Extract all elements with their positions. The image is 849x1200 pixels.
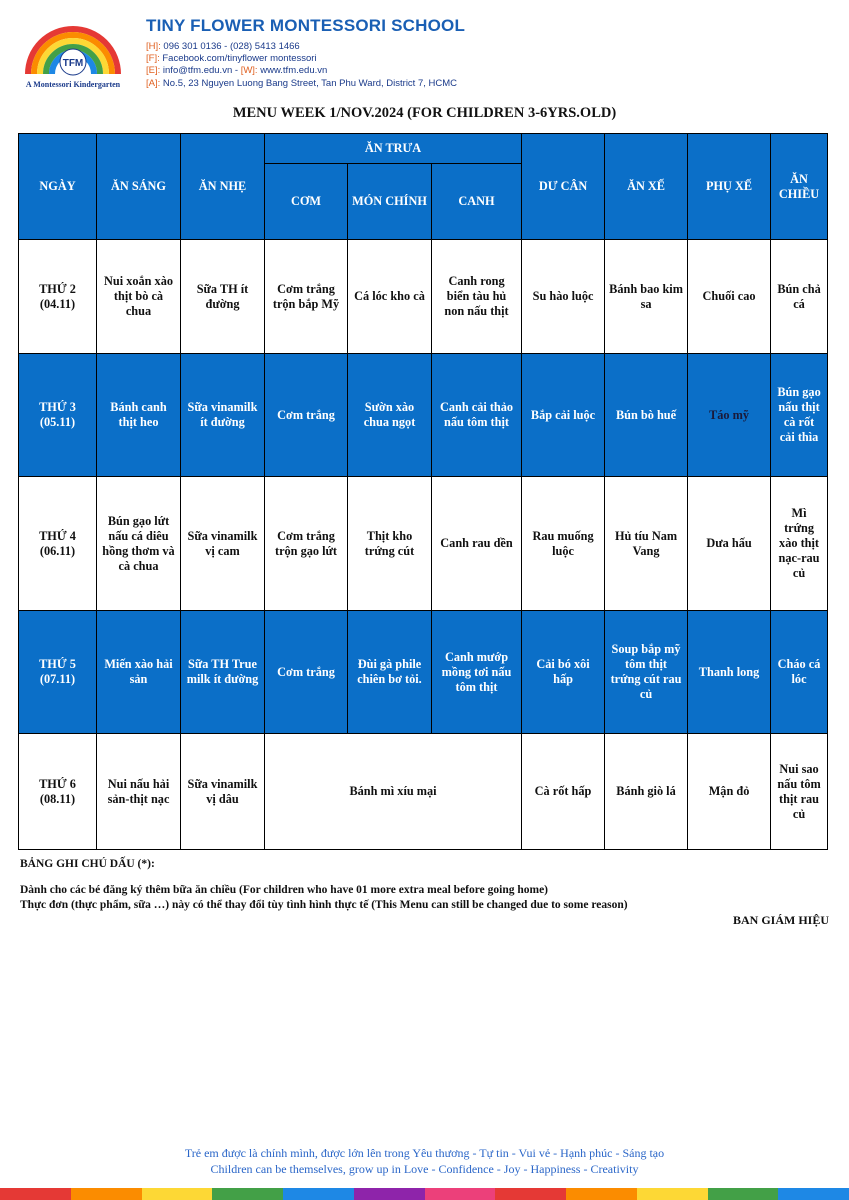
phone-text: 096 301 0136 - (028) 5413 1466 <box>163 41 300 52</box>
col-extra-lunch: DƯ CÂN <box>522 134 605 240</box>
col-breakfast: ĂN SÁNG <box>97 134 181 240</box>
day-cell <box>19 611 97 734</box>
lunch-combined-cell: Bánh mì xíu mại <box>265 734 522 850</box>
breakfast-cell: Nui nấu hải sản-thịt nạc <box>97 734 181 850</box>
breakfast-cell: Bánh canh thịt heo <box>97 354 181 477</box>
extra-cell: Su hào luộc <box>522 240 605 354</box>
email-web-line <box>146 65 457 77</box>
extra-cell: Rau muống luộc <box>522 477 605 611</box>
web-text: www.tfm.edu.vn <box>260 65 328 77</box>
afternoon-cell: Bún bò huế <box>605 354 688 477</box>
address-key: [A]: <box>146 77 161 89</box>
side-cell: Thanh long <box>688 611 771 734</box>
day-cell <box>19 354 97 477</box>
table-row <box>19 354 828 477</box>
dinner-cell: Bún chả cá <box>771 240 828 354</box>
rainbow-logo-icon <box>14 14 132 80</box>
facebook-text: Facebook.com/tinyflower montessori <box>162 53 317 65</box>
col-main: MÓN CHÍNH <box>348 164 432 240</box>
email-key: [E]: <box>146 65 161 77</box>
day-date: (04.11) <box>39 296 76 311</box>
table-row <box>19 477 828 611</box>
day-cell <box>19 734 97 850</box>
soup-cell: Canh mướp mồng tơi nấu tôm thịt <box>432 611 522 734</box>
day-date: (06.11) <box>39 543 76 558</box>
day-name: THỨ 4 <box>39 528 76 543</box>
phone-key: [H]: <box>146 41 161 52</box>
col-day: NGÀY <box>19 134 97 240</box>
day-date: (05.11) <box>39 415 76 429</box>
main-cell: Thịt kho trứng cút <box>348 477 432 611</box>
phone-line <box>146 41 457 53</box>
side-cell: Mận đỏ <box>688 734 771 850</box>
notes-line-1: Dành cho các bé đăng ký thêm bữa ăn chiều (For children who have 01 more extra meal before going home) <box>20 883 549 896</box>
day-name: THỨ 6 <box>39 776 76 791</box>
footer-line-vi: Trẻ em được là chính mình, được lớn lên trong Yêu thương - Tự tin - Vui vẻ - Hạnh phúc - Sáng tạo <box>184 1146 665 1160</box>
snack-cell: Sữa vinamilk ít đường <box>181 354 265 477</box>
contact-block <box>146 41 457 90</box>
notes-legend: BẢNG GHI CHÚ DẤU (*): <box>20 858 155 870</box>
afternoon-cell: Hủ tíu Nam Vang <box>605 477 688 611</box>
col-afternoon-side: PHỤ XẾ <box>688 134 771 240</box>
day-name: THỨ 3 <box>39 400 76 414</box>
rice-cell: Cơm trắng <box>265 611 348 734</box>
day-name: THỨ 2 <box>39 281 76 296</box>
table-row <box>19 240 828 354</box>
dinner-cell: Cháo cá lóc <box>771 611 828 734</box>
logo-caption: A Montessori Kindergarten <box>25 80 121 89</box>
rice-cell: Cơm trắng trộn bắp Mỹ <box>265 240 348 354</box>
day-cell <box>19 477 97 611</box>
col-lunch: ĂN TRƯA <box>265 134 522 164</box>
snack-cell: Sữa vinamilk vị dâu <box>181 734 265 850</box>
email-text: info@tfm.edu.vn <box>162 65 233 77</box>
footer-rainbow-bar <box>0 1188 849 1200</box>
address-text: No.5, 23 Nguyen Luong Bang Street, Tan Phu Ward, District 7, HCMC <box>162 77 458 89</box>
soup-cell: Canh rau dền <box>432 477 522 611</box>
signature: BAN GIÁM HIỆU <box>732 913 829 927</box>
main-cell: Đùi gà phile chiên bơ tỏi. <box>348 611 432 734</box>
rice-cell: Cơm trắng <box>265 354 348 477</box>
dinner-cell: Mì trứng xào thịt nạc-rau củ <box>771 477 828 611</box>
day-name: THỨ 5 <box>39 657 76 671</box>
facebook-key: [F]: <box>146 53 160 65</box>
col-soup: CANH <box>432 164 522 240</box>
side-cell: Chuối cao <box>688 240 771 354</box>
afternoon-cell: Bánh giò lá <box>605 734 688 850</box>
school-name: TINY FLOWER MONTESSORI SCHOOL <box>146 16 466 35</box>
web-separator: - <box>232 65 241 77</box>
snack-cell: Sữa TH True milk ít đường <box>181 611 265 734</box>
web-key: [W]: <box>240 65 258 77</box>
snack-cell: Sữa vinamilk vị cam <box>181 477 265 611</box>
facebook-line <box>146 53 457 65</box>
address-line <box>146 78 457 90</box>
menu-table <box>18 133 828 850</box>
extra-cell: Cà rốt hấp <box>522 734 605 850</box>
menu-title: MENU WEEK 1/NOV.2024 (FOR CHILDREN 3-6YRS.OLD) <box>232 105 617 121</box>
afternoon-cell: Bánh bao kim sa <box>605 240 688 354</box>
day-cell <box>19 240 97 354</box>
footer-line-en: Children can be themselves, grow up in Love - Confidence - Joy - Happiness - Creativity <box>210 1162 639 1176</box>
table-row <box>19 611 828 734</box>
col-afternoon: ĂN XẾ <box>605 134 688 240</box>
main-cell: Cá lóc kho cà <box>348 240 432 354</box>
soup-cell: Canh cải thảo nấu tôm thịt <box>432 354 522 477</box>
breakfast-cell: Miến xào hải sản <box>97 611 181 734</box>
table-row <box>19 734 828 850</box>
afternoon-cell: Soup bắp mỹ tôm thịt trứng cút rau củ <box>605 611 688 734</box>
day-date: (07.11) <box>39 672 76 686</box>
col-snack: ĂN NHẸ <box>181 134 265 240</box>
notes-block <box>20 857 832 914</box>
notes-line-2: Thực đơn (thực phẩm, sữa …) này có thể thay đổi tùy tình hình thực tế (This Menu can still be changed due to some reason) <box>20 899 628 911</box>
col-rice: CƠM <box>265 164 348 240</box>
extra-cell: Bắp cải luộc <box>522 354 605 477</box>
snack-cell: Sữa TH ít đường <box>181 240 265 354</box>
breakfast-cell: Nui xoắn xào thịt bò cà chua <box>97 240 181 354</box>
logo-center-text: TFM <box>62 58 84 69</box>
col-dinner: ĂN CHIỀU <box>771 134 828 240</box>
dinner-cell: Bún gạo nấu thịt cà rốt cải thìa <box>771 354 828 477</box>
extra-cell: Cải bó xôi hấp <box>522 611 605 734</box>
side-cell: Táo mỹ <box>688 354 771 477</box>
soup-cell: Canh rong biển tàu hủ non nấu thịt <box>432 240 522 354</box>
rice-cell: Cơm trắng trộn gạo lứt <box>265 477 348 611</box>
day-date: (08.11) <box>39 791 76 806</box>
footer <box>0 1145 849 1177</box>
main-cell: Sườn xào chua ngọt <box>348 354 432 477</box>
breakfast-cell: Bún gạo lứt nấu cá diêu hồng thơm và cà chua <box>97 477 181 611</box>
dinner-cell: Nui sao nấu tôm thịt rau củ <box>771 734 828 850</box>
header-row-1 <box>19 134 828 164</box>
side-cell: Dưa hấu <box>688 477 771 611</box>
